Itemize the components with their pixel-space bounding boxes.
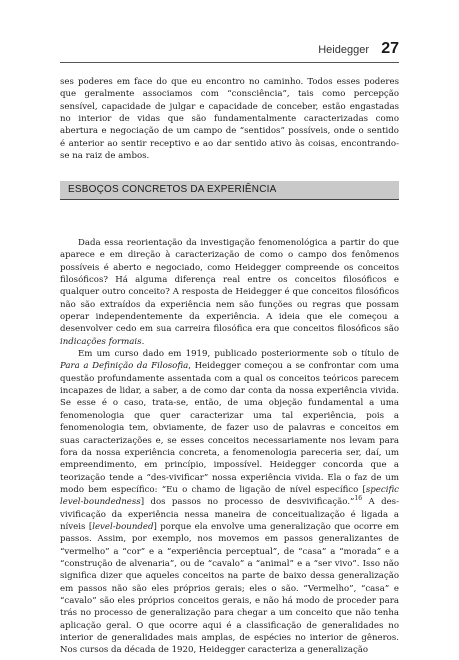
- paragraph-1: [60, 237, 399, 348]
- paragraph-2-text-c: ] dos passos no processo de desvivificação.”: [140, 497, 355, 508]
- page-number: 27: [381, 40, 399, 57]
- paragraph-2-text-d: A des-vivificação da experiência nessa maneira de conceitualização é ligada a níveis [: [60, 497, 399, 532]
- footnote-marker[interactable]: 16: [354, 495, 363, 503]
- running-head: Heidegger: [318, 44, 369, 56]
- term-level-bounded: level-bounded: [92, 521, 154, 532]
- paragraph-1-text: Dada essa reorientação da investigação fenomenológica a partir do que aparece e em direção à caracterização de como o campo dos fenômenos possíveis é aberto e negociado, como Heidegger compreende os conceitos filosóficos? Há alguma diferença real entre os conceitos filosóficos e qualquer outro conceito? A resposta de Heidegger é que conceitos filosóficos não são extraídos da experiência nem são funções ou regras que possam operar independentemente da experiência. A ideia que ele começou a desenvolver cedo em sua carreira filosófica era que conceitos filosóficos são: [60, 238, 399, 335]
- intro-text: [60, 76, 399, 162]
- book-title: Para a Definição da Filosofia: [60, 361, 189, 372]
- paragraph-2-text-a: Em um curso dado em 1919, publicado posteriormente sob o título de: [78, 349, 399, 360]
- header-rule: [60, 62, 399, 63]
- paragraph-2: [60, 348, 399, 657]
- paragraph-1-end: .: [141, 336, 145, 347]
- section-title: ESBOÇOS CONCRETOS DA EXPERIÊNCIA: [68, 184, 277, 195]
- emphasis-formal-indications: indicações formais: [60, 336, 142, 347]
- paragraph-2-text-e: ] porque ela envolve uma generalização que ocorre em passos. Assim, por exemplo, nos movemos em passos generalizantes de “vermelho” a “cor” e a “experiência perceptual”, de “casa” a “morada” e a “construção de alvenaria”, ou de “cavalo” a “animal” e a “ser vivo”. Isso não significa dizer que aqueles conceitos na parte de baixo dessa generalização em passos não são eles próprios gerais; eles o são. “Vermelho”, “casa” e “cavalo” são eles próprios conceitos gerais, e não há modo de proceder para trás no processo de generalização para chegar a um conceito que não tenha aplicação geral. O que ocorre aqui é a classificação de generalidades no interior de generalidades mais amplas, de espécies no interior de gêneros. Nos cursos da década de 1920, Heidegger caracteriza a generalização: [60, 521, 400, 656]
- intro-paragraph: ses poderes em face do que eu encontro no caminho. Todos esses poderes que geralmente associamos com “consciência”, tais como percepção sensível, capacidade de julgar e capacidade de conceber, estão engastadas no interior de vidas que são fundamentalmente caracterizadas como abertura e negociação de um campo de “sentidos” possíveis, onde o sentido é anterior ao sentir receptivo e ao dar sentido ativo às coisas, encontrando-se na raiz de ambos.: [60, 77, 399, 162]
- paragraph-2-text-b: , Heidegger começou a se confrontar com uma questão profundamente assentada com a qual os conceitos teóricos parecem incapazes de lidar, a saber, a de como dar conta da nossa experiência vivida. Se esse é o caso, trata-se, então, de uma objeção fundamental a uma fenomenologia que quer caracterizar uma tal experiência, pois a fenomenologia tem, obviamente, de fazer uso de palavras e conceitos em suas caracterizações e, se esses conceitos necessariamente nos levam para fora da nossa experiência concreta, a fenomenologia pareceria ser, daí, um empreendimento, em princípio, impossível. Heidegger concorda que a teorização tende a “des-vivificar” nossa experiência vivida. Ela o faz de um modo bem específico: “Eu o chamo de ligação de nível específico [: [60, 361, 399, 495]
- section-heading-bar: [60, 181, 399, 200]
- term-specific-level-boundedness: specific level-boundedness: [60, 484, 399, 508]
- body-text: [60, 237, 399, 657]
